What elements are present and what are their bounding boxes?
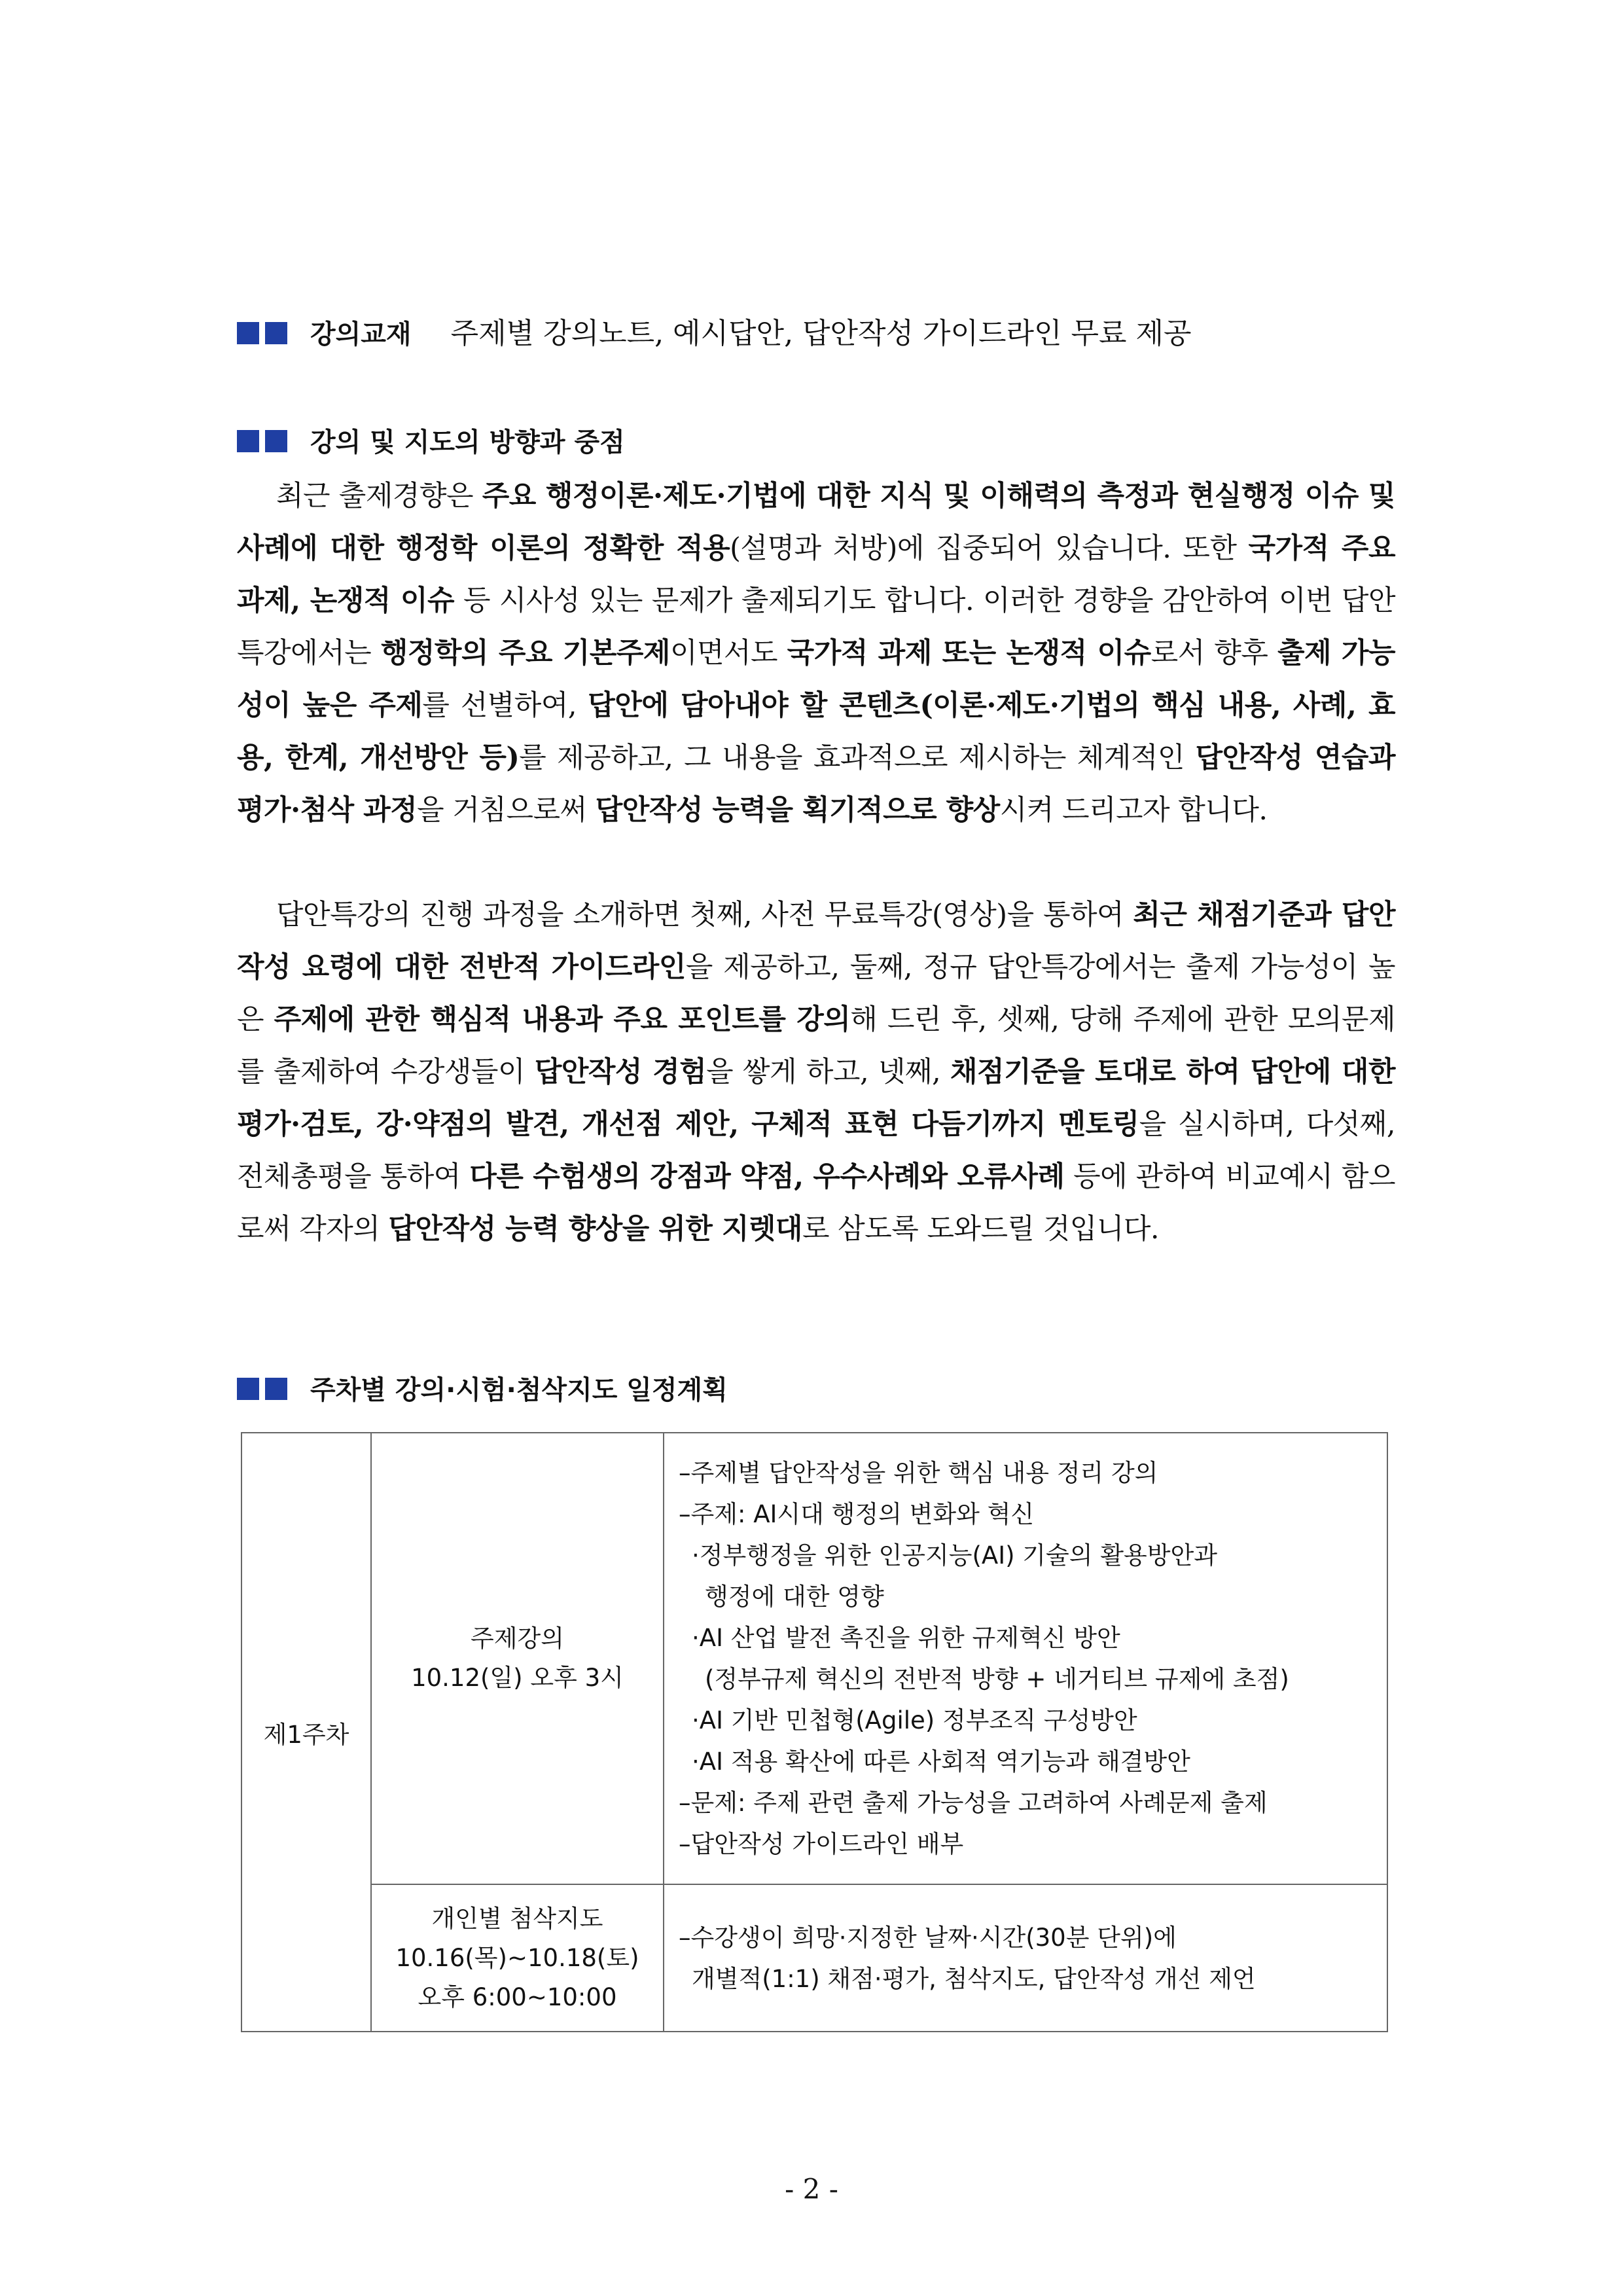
list-item: 개별적(1:1) 채점·평가, 첨삭지도, 답안작성 개선 제언 <box>692 1964 1256 1993</box>
review-details <box>664 1884 1387 2032</box>
list-item: –답안작성 가이드라인 배부 <box>679 1830 964 1858</box>
list-item: ·AI 산업 발전 촉진을 위한 규제혁신 방안 <box>692 1624 1120 1652</box>
page-number: - 2 - <box>785 2173 838 2205</box>
review-dates: 10.16(목)~10.18(토) <box>395 1943 639 1972</box>
direction-paragraph-2: 답안특강의 진행 과정을 소개하면 첫째, 사전 무료특강(영상)을 통하여 최근 채점기준과 답안작성 요령에 대한 전반적 가이드라인을 제공하고, 둘째, 정규 답안특강에서는 출제 가능성이 높은 주제에 관한 핵심적 내용과 주요 포인트를 강의해 드린 후, 셋째, 당해 주제에 관한 모의문제를 출제하여 수강생들이 답안작성 경험을 쌓게 하고, 넷째, 채점기준을 토대로 하여 답안에 대한 평가·검토, 강·약점의 발견, 개선점 제안, 구체적 표현 다듬기까지 멘토링을 실시하며, 다섯째, 전체총평을 통하여 다른 수험생의 강점과 약점, 우수사례와 오류사례 등에 관하여 비교예시 함으로써 각자의 답안작성 능력 향상을 위한 지렛대로 삼도록 도와드릴 것입니다. <box>237 899 1396 1246</box>
direction-heading: 강의 및 지도의 방향과 중점 <box>310 427 625 457</box>
section-marker-icon <box>237 1373 293 1407</box>
list-item: –문제: 주제 관련 출제 가능성을 고려하여 사례문제 출제 <box>679 1789 1268 1817</box>
textbook-heading: 강의교재 <box>310 319 412 350</box>
section-heading-direction <box>237 425 625 459</box>
review-title: 개인별 첨삭지도 <box>431 1904 603 1933</box>
list-item: ·AI 적용 확산에 따른 사회적 역기능과 해결방안 <box>692 1748 1190 1776</box>
section-marker-icon <box>237 425 293 459</box>
section-marker-icon <box>237 317 293 351</box>
section-heading-schedule <box>237 1373 728 1407</box>
direction-paragraph-1: 최근 출제경향은 주요 행정이론·제도·기법에 대한 지식 및 이해력의 측정과 현실행정 이슈 및 사례에 대한 행정학 이론의 정확한 적용(설명과 처방)에 집중되어 있습니다. 또한 국가적 주요 과제, 논쟁적 이슈 등 시사성 있는 문제가 출제되기도 합니다. 이러한 경향을 감안하여 이번 답안 특강에서는 행정학의 주요 기본주제이면서도 국가적 과제 또는 논쟁적 이슈로서 향후 출제 가능성이 높은 주제를 선별하여, 답안에 담아내야 할 콘텐츠(이론·제도·기법의 핵심 내용, 사례, 효용, 한계, 개선방안 등)를 제공하고, 그 내용을 효과적으로 제시하는 체계적인 답안작성 연습과 평가·첨삭 과정을 거침으로써 답안작성 능력을 획기적으로 향상시켜 드리고자 합니다. <box>237 480 1396 827</box>
list-item: –수강생이 희망·지정한 날짜·시간(30분 단위)에 <box>679 1923 1177 1952</box>
textbook-description: 주제별 강의노트, 예시답안, 답안작성 가이드라인 무료 제공 <box>450 317 1192 350</box>
review-cell <box>371 1884 664 2032</box>
schedule-heading: 주차별 강의·시험·첨삭지도 일정계획 <box>310 1375 728 1405</box>
list-item: 행정에 대한 영향 <box>705 1583 884 1611</box>
lecture-title: 주제강의 <box>471 1624 564 1653</box>
lecture-datetime: 10.12(일) 오후 3시 <box>411 1664 624 1692</box>
lecture-cell <box>371 1433 664 1884</box>
list-item: ·AI 기반 민첩형(Agile) 정부조직 구성방안 <box>692 1706 1137 1734</box>
table-row <box>241 1884 1387 2032</box>
review-time: 오후 6:00~10:00 <box>418 1982 617 2011</box>
list-item: –주제: AI시대 행정의 변화와 혁신 <box>679 1500 1035 1528</box>
list-item: –주제별 답안작성을 위한 핵심 내용 정리 강의 <box>679 1459 1158 1487</box>
section-heading-textbook <box>237 317 1192 351</box>
week-label: 제1주차 <box>241 1433 371 2032</box>
table-row <box>241 1433 1387 1884</box>
list-item: ·정부행정을 위한 인공지능(AI) 기술의 활용방안과 <box>692 1541 1217 1570</box>
schedule-table <box>241 1432 1388 2032</box>
lecture-details <box>664 1433 1387 1884</box>
list-item: (정부규제 혁신의 전반적 방향 + 네거티브 규제에 초점) <box>705 1665 1289 1693</box>
